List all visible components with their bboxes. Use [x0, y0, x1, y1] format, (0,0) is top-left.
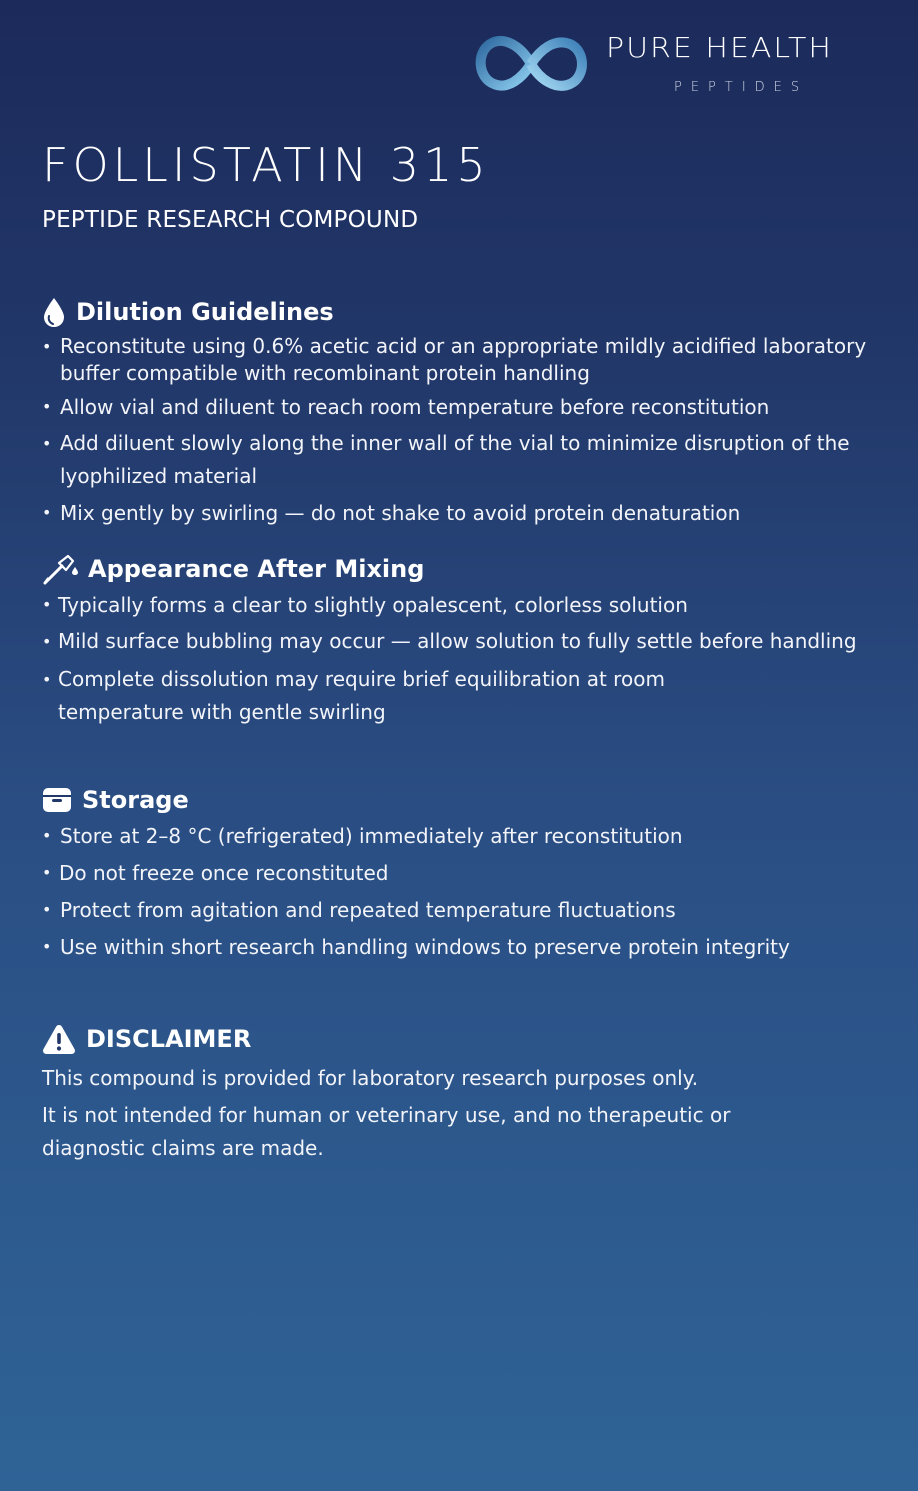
product-title: FOLLISTATIN 315 — [42, 138, 490, 192]
disclaimer-section — [42, 1022, 882, 1165]
disclaimer-heading — [42, 1022, 882, 1056]
storage-title: Storage — [82, 786, 189, 814]
dilution-heading — [42, 295, 882, 329]
appearance-heading — [42, 552, 882, 586]
appearance-section — [42, 552, 882, 734]
storage-list — [42, 821, 882, 962]
disclaimer-line: This compound is provided for laboratory research purposes only. — [42, 1066, 699, 1090]
brand-tagline: PEPTIDES — [674, 80, 809, 95]
list-item: • Mix gently by swirling — do not shake to avoid protein denaturation — [42, 501, 741, 525]
appearance-title: Appearance After Mixing — [88, 555, 425, 583]
dilution-list — [42, 333, 882, 528]
list-item: • Mild surface bubbling may occur — allow solution to fully settle before handling — [42, 629, 857, 653]
list-item: • Use within short research handling windows to preserve protein integrity — [42, 935, 790, 959]
storage-box-icon — [42, 786, 72, 814]
droplet-icon — [42, 296, 66, 328]
list-item: • Store at 2–8 °C (refrigerated) immediately after reconstitution — [42, 824, 683, 848]
storage-heading — [42, 783, 882, 817]
brand-logo — [472, 30, 882, 100]
dilution-section — [42, 295, 882, 533]
list-item: • Typically forms a clear to slightly opalescent, colorless solution — [42, 593, 688, 617]
appearance-list — [42, 590, 882, 729]
disclaimer-text — [42, 1062, 882, 1165]
list-item: • Allow vial and diluent to reach room temperature before reconstitution — [42, 395, 770, 419]
brand-name: PURE HEALTH — [606, 32, 833, 65]
disclaimer-title: DISCLAIMER — [86, 1025, 252, 1053]
product-subtitle: PEPTIDE RESEARCH COMPOUND — [42, 207, 419, 233]
list-item: • Do not freeze once reconstituted — [42, 861, 389, 885]
disclaimer-line: It is not intended for human or veterinary use, and no therapeutic or diagnostic claims are made. — [42, 1103, 731, 1160]
pipette-icon — [42, 553, 78, 585]
storage-section — [42, 783, 882, 967]
list-item: • Add diluent slowly along the inner wall of the vial to minimize disruption of the lyophilized material — [42, 431, 850, 488]
warning-icon — [42, 1023, 76, 1055]
list-item: • Protect from agitation and repeated temperature fluctuations — [42, 898, 676, 922]
list-item: • Reconstitute using 0.6% acetic acid or an appropriate mildly acidified laboratory buffer compatible with recombinant protein handling — [42, 334, 867, 385]
list-item: • Complete dissolution may require brief equilibration at room temperature with gentle swirling — [42, 667, 665, 724]
infinity-logo-icon — [472, 30, 590, 98]
dilution-title: Dilution Guidelines — [76, 298, 334, 326]
